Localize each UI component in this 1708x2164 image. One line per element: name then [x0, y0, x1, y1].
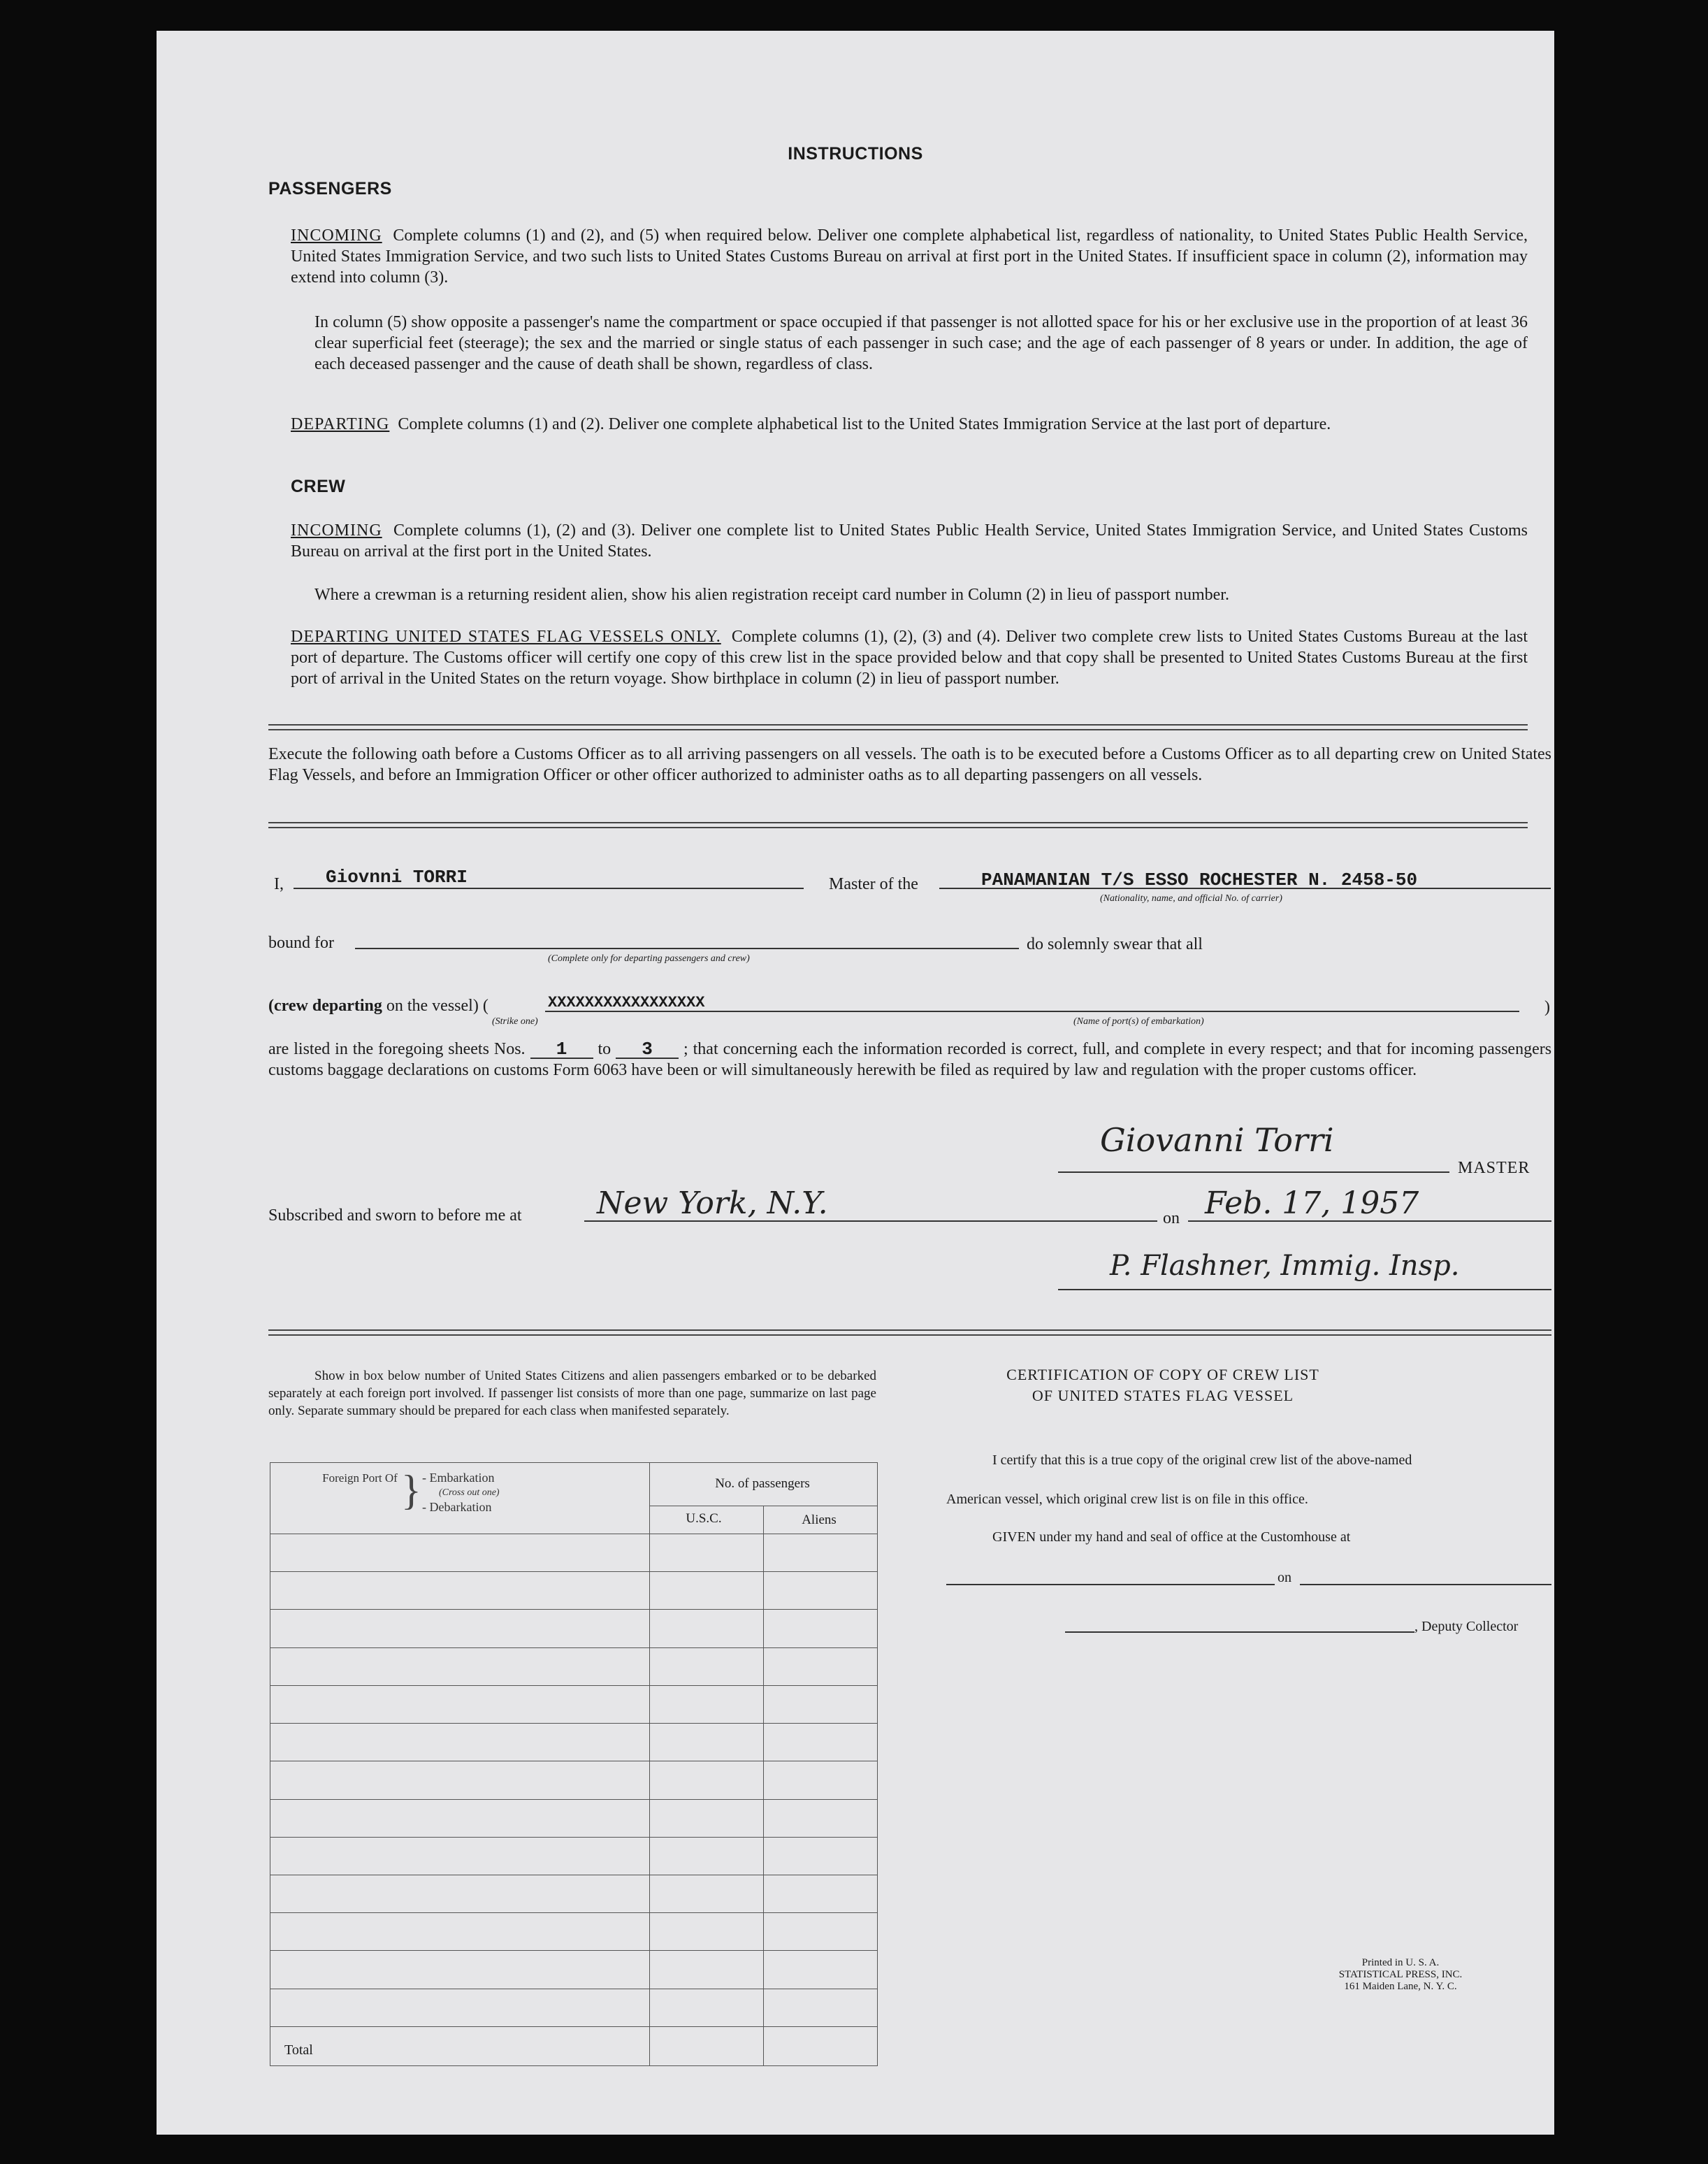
aliens-cell[interactable] [764, 1572, 878, 1610]
aliens-cell[interactable] [764, 1610, 878, 1647]
cert-on-label: on [1278, 1570, 1291, 1585]
master-name: Giovnni TORRI [326, 867, 468, 888]
struck-text: XXXXXXXXXXXXXXXXX [548, 994, 705, 1011]
passengers-incoming-paragraph [291, 225, 1528, 288]
certification-title-line2: OF UNITED STATES FLAG VESSEL [1032, 1387, 1294, 1404]
aliens-cell[interactable] [764, 1799, 878, 1837]
embarkation-block [422, 1471, 500, 1515]
certification-title-line1: CERTIFICATION OF COPY OF CREW LIST [1006, 1366, 1319, 1383]
usc-cell[interactable] [650, 1647, 764, 1685]
usc-cell[interactable] [650, 1761, 764, 1799]
bound-for-label: bound for [268, 934, 334, 952]
sheets-rest: ; that concerning each the information recorded is correct, full, and complete in every respect; and that for incoming passengers customs baggage declarations on customs Form 6063 have been or will simultaneously herewith be filed as required by law and regulation with the proper customs officer. [268, 1040, 1552, 1079]
officer-signature-line [1058, 1289, 1551, 1290]
usc-cell[interactable] [650, 1685, 764, 1723]
vessel-caption: (Nationality, name, and official No. of carrier) [1100, 893, 1282, 904]
divider [268, 724, 1528, 730]
certify-text: I certify that this is a true copy of the original crew list of the above-named [992, 1452, 1412, 1468]
sheets-prefix: are listed in the foregoing sheets Nos. [268, 1040, 526, 1058]
port-cell[interactable] [270, 1724, 650, 1761]
master-signature: Giovanni Torri [1100, 1121, 1334, 1159]
ports-caption: (Name of port(s) of embarkation) [1073, 1016, 1204, 1027]
crew-incoming-text: Complete columns (1), (2) and (3). Deliver one complete list to United States Public Health Service, United States Immigration Service, and United States Customs Bureau on arrival at the first port in the United States. [291, 521, 1528, 561]
passengers-departing-label: DEPARTING [291, 415, 390, 433]
departing-flag-paragraph [291, 626, 1528, 689]
to-label: to [598, 1040, 611, 1058]
aliens-cell[interactable] [764, 1837, 878, 1875]
given-text: GIVEN under my hand and seal of office at the Customhouse at [992, 1529, 1351, 1545]
on-vessel-label: on the vessel) ( [386, 997, 488, 1015]
cross-out-label: (Cross out one) [439, 1487, 500, 1498]
crew-incoming-paragraph [291, 520, 1528, 562]
printer-imprint [1317, 1957, 1484, 1993]
usc-cell[interactable] [650, 1951, 764, 1989]
aliens-cell[interactable] [764, 1913, 878, 1951]
bound-for-line [355, 948, 1019, 949]
sheet-to: 3 [616, 1041, 679, 1059]
passengers-departing-text: Complete columns (1) and (2). Deliver one complete alphabetical list to the United States Immigration Service at the last port of departure. [398, 415, 1331, 433]
passengers-departing-paragraph [291, 414, 1528, 435]
port-cell[interactable] [270, 1610, 650, 1647]
usc-cell[interactable] [650, 1799, 764, 1837]
printer-line3: 161 Maiden Lane, N. Y. C. [1344, 1981, 1457, 1992]
sworn-place: New York, N.Y. [597, 1185, 828, 1221]
departing-flag-text: Complete columns (1), (2), (3) and (4). Deliver two complete crew lists to United States Customs Bureau at the last port of departure. The Customs officer will certify one copy of this crew list in the space provided below and that copy shall be presented to United States Customs Bureau at the first port of arrival in the United States on the return voyage. Show birthplace in column (2) in lieu of passport number. [291, 628, 1528, 688]
divider [268, 822, 1528, 828]
passenger-summary-table [270, 1462, 878, 2066]
passengers-incoming-text: Complete columns (1) and (2), and (5) when required below. Deliver one complete alphabetical list, regardless of nationality, to United States Public Health Service, United States Immigration Service, and two such lists to United States Customs Bureau on arrival at first port in the United States. If insufficient space in column (2), information may extend into column (3). [291, 226, 1528, 287]
bound-caption: (Complete only for departing passengers and crew) [548, 953, 750, 964]
port-cell[interactable] [270, 1913, 650, 1951]
aliens-cell[interactable] [764, 1647, 878, 1685]
certification-title [953, 1364, 1373, 1406]
passengers-heading: PASSENGERS [268, 179, 392, 199]
usc-label: U.S.C. [686, 1511, 722, 1526]
usc-cell[interactable] [650, 1837, 764, 1875]
printer-line1: Printed in U. S. A. [1361, 1957, 1440, 1968]
master-signature-line [1058, 1171, 1449, 1173]
total-usc-cell[interactable] [650, 2027, 764, 2066]
debarkation-label: - Debarkation [422, 1500, 492, 1514]
master-of-label: Master of the [829, 875, 918, 893]
crew-heading: CREW [291, 477, 346, 496]
aliens-cell[interactable] [764, 1989, 878, 2026]
deputy-collector-label: , Deputy Collector [1414, 1619, 1519, 1634]
foreign-port-of-label: Foreign Port Of [322, 1471, 398, 1485]
usc-cell[interactable] [650, 1913, 764, 1951]
port-cell[interactable] [270, 1761, 650, 1799]
summary-instructions: Show in box below number of United States Citizens and alien passengers embarked or to be debarked separately at each foreign port involved. If passenger list consists of more than one page, summarize on last page only. Separate summary should be prepared for each class when manifested separately. [268, 1369, 876, 1418]
oath-intro: Execute the following oath before a Customs Officer as to all arriving passengers on all vessels. The oath is to be executed before a Customs Officer as to all departing crew on United States Flag Vessels, and before an Immigration Officer or other officer authorized to administer oaths as to all departing passengers on all vessels. [268, 745, 1551, 784]
column5-paragraph: In column (5) show opposite a passenger's name the compartment or space occupied if that passenger is not allotted space for his or her exclusive use in the proportion of at least 36 clear superficial feet (steerage); the sex and the married or single status of each passenger in such case; and the age of each passenger of 8 years or under. In addition, the age of each deceased passenger and the cause of death shall be shown, regardless of class. [314, 313, 1528, 373]
port-cell[interactable] [270, 1989, 650, 2026]
departing-flag-label: DEPARTING UNITED STATES FLAG VESSELS ONLY. [291, 628, 721, 646]
master-label: MASTER [1458, 1159, 1530, 1177]
crew-incoming-label: INCOMING [291, 521, 382, 540]
usc-cell[interactable] [650, 1610, 764, 1647]
strike-caption: (Strike one) [492, 1016, 538, 1027]
aliens-cell[interactable] [764, 1724, 878, 1761]
crew-departing-label [268, 995, 488, 1016]
aliens-cell[interactable] [764, 1534, 878, 1572]
aliens-label: Aliens [802, 1513, 837, 1527]
port-cell[interactable] [270, 1875, 650, 1912]
divider [268, 1329, 1551, 1336]
usc-cell[interactable] [650, 1989, 764, 2026]
port-cell[interactable] [270, 1685, 650, 1723]
aliens-cell[interactable] [764, 1951, 878, 1989]
usc-cell[interactable] [650, 1724, 764, 1761]
deputy-collector-line[interactable] [1065, 1631, 1414, 1633]
crewman-paragraph: Where a crewman is a returning resident alien, show his alien registration receipt card number in Column (2) in lieu of passport number. [314, 586, 1229, 604]
total-label: Total [270, 2027, 650, 2066]
passengers-incoming-label: INCOMING [291, 226, 382, 245]
sworn-on-label: on [1163, 1209, 1180, 1227]
total-aliens-cell[interactable] [764, 2027, 878, 2066]
no-of-passengers-label: No. of passengers [715, 1476, 810, 1491]
instructions-title: INSTRUCTIONS [788, 144, 923, 164]
usc-cell[interactable] [650, 1534, 764, 1572]
american-text: American vessel, which original crew list is on file in this office. [946, 1492, 1308, 1507]
port-cell[interactable] [270, 1837, 650, 1875]
embarkation-label: - Embarkation [422, 1471, 495, 1485]
aliens-cell[interactable] [764, 1875, 878, 1912]
subscribed-label: Subscribed and sworn to before me at [268, 1206, 522, 1225]
port-cell[interactable] [270, 1799, 650, 1837]
crew-departing-text: (crew departing [268, 997, 382, 1015]
port-cell[interactable] [270, 1534, 650, 1572]
aliens-cell[interactable] [764, 1761, 878, 1799]
port-cell[interactable] [270, 1951, 650, 1989]
swear-label: do solemnly swear that all [1027, 935, 1203, 953]
port-cell[interactable] [270, 1572, 650, 1610]
close-paren: ) [1544, 998, 1550, 1016]
aliens-cell[interactable] [764, 1685, 878, 1723]
sheets-paragraph [268, 1039, 1551, 1081]
usc-cell[interactable] [650, 1572, 764, 1610]
oath-i-label: I, [274, 875, 284, 893]
customhouse-line[interactable] [946, 1584, 1275, 1585]
officer-signature: P. Flashner, Immig. Insp. [1110, 1250, 1460, 1282]
brace-icon: } [401, 1467, 421, 1513]
port-cell[interactable] [270, 1647, 650, 1685]
usc-cell[interactable] [650, 1875, 764, 1912]
vessel-name: PANAMANIAN T/S ESSO ROCHESTER N. 2458-50 [981, 870, 1418, 890]
master-name-line [294, 888, 804, 889]
document-page [157, 31, 1554, 2135]
sheet-from: 1 [530, 1041, 593, 1059]
cert-date-line[interactable] [1300, 1584, 1551, 1585]
sworn-date: Feb. 17, 1957 [1205, 1185, 1419, 1221]
printer-line2: STATISTICAL PRESS, INC. [1338, 1969, 1463, 1980]
